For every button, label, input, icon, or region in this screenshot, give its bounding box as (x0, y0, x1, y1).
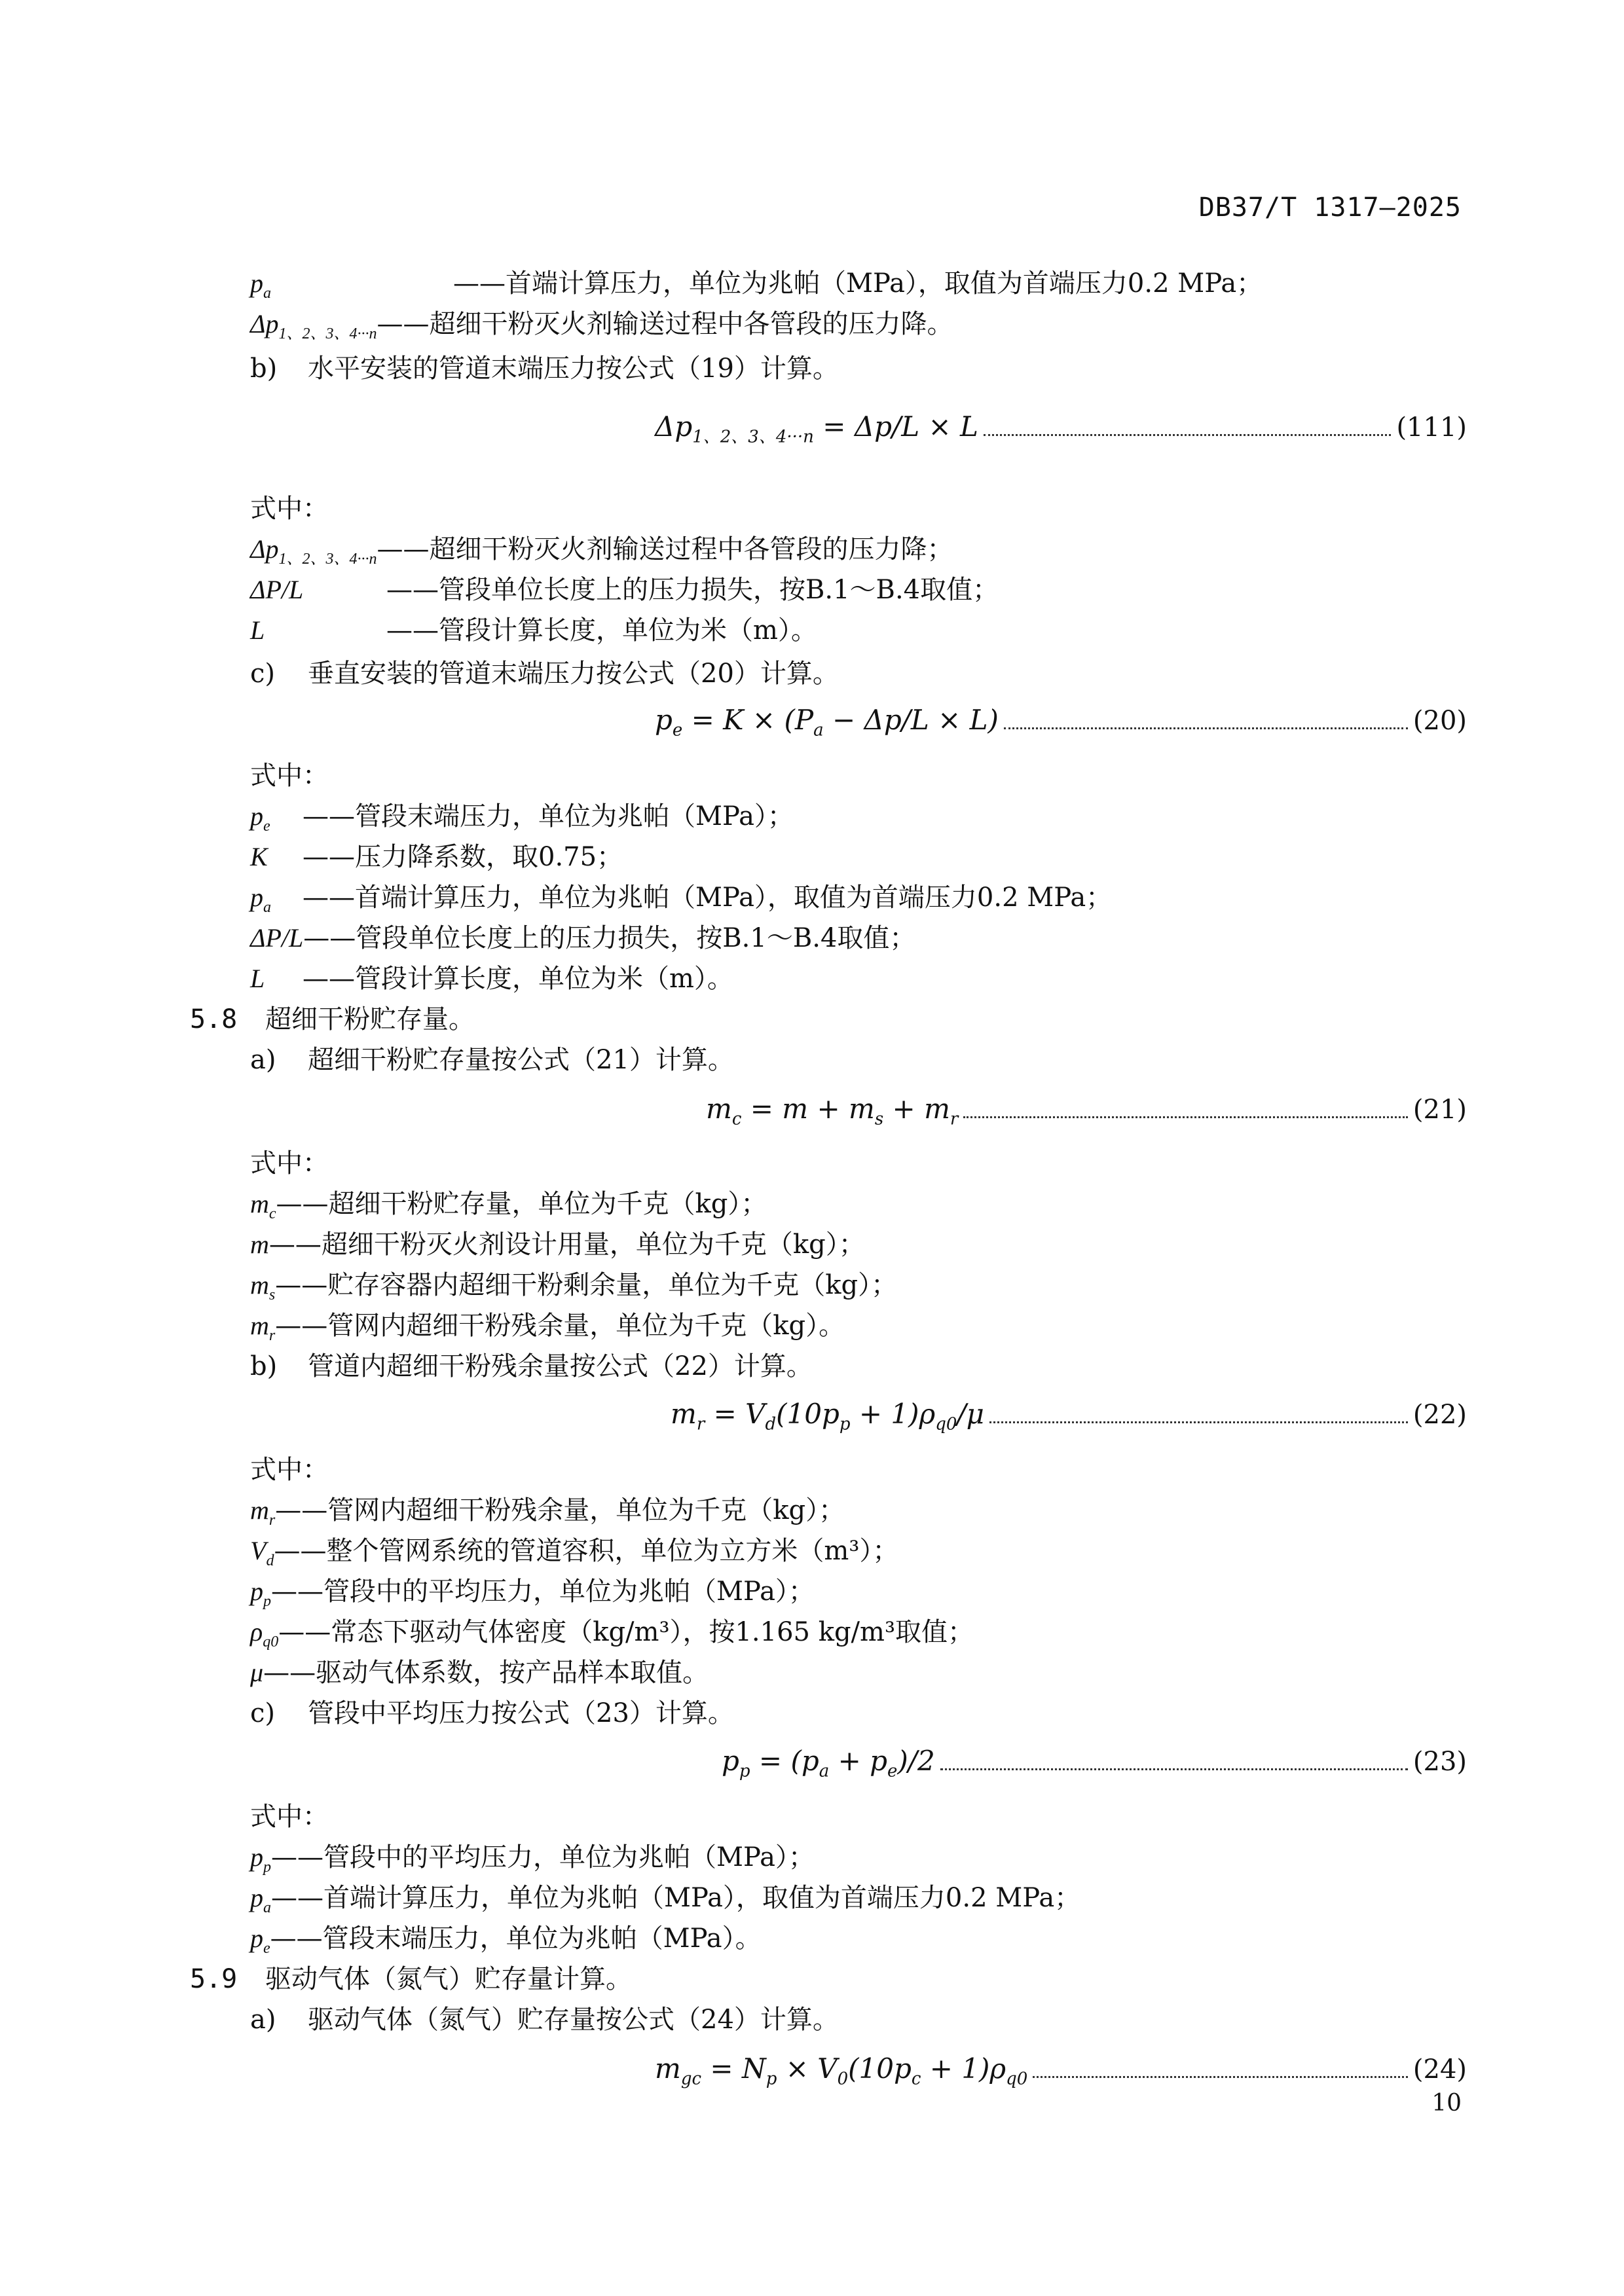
formula-23 (655, 1741, 1467, 1791)
symbol: μ (250, 1658, 264, 1687)
def-l: L ——管段计算长度，单位为米（m）。 (250, 611, 817, 649)
def-m: m——超细干粉灭火剂设计用量，单位为千克（kg）； (250, 1226, 865, 1264)
item-b-19: b) 水平安装的管道末端压力按公式（19）计算。 (250, 354, 839, 384)
formula-number: (111) (1396, 412, 1467, 443)
symbol: ΔP/L (250, 575, 304, 604)
symbol: $m_r$ (250, 1311, 276, 1344)
symbol: $p_a$ (250, 883, 271, 916)
def-pe: $p_e$ ——管段末端压力，单位为兆帕（MPa）； (250, 797, 794, 845)
formula-number: (21) (1412, 1095, 1467, 1125)
symbol: $\Delta p_{1、2、3、4\cdot\cdot\cdot n}$ (250, 309, 377, 342)
symbol: m (250, 1230, 269, 1259)
symbol: $p_p$ (250, 1576, 271, 1610)
symbol: $p_p$ (250, 1842, 271, 1876)
formula-21 (655, 1089, 1467, 1139)
standard-code: DB37/T 1317—2025 (1198, 192, 1462, 223)
def-pa: $p_a——$首端计算压力，单位为兆帕（MPa），取值为首端压力0.2 MPa； (250, 1879, 1080, 1927)
leader-dots (989, 1421, 1408, 1423)
symbol: $p_a$ (250, 1883, 271, 1916)
leader-dots (963, 1116, 1408, 1118)
def-dp-l: ΔP/L——管段单位长度上的压力损失，按B.1～B.4取值； (250, 919, 915, 957)
section-5-8-heading: 5.8 超细干粉贮存量。 (190, 1004, 475, 1034)
def-pe: $p_e——$管段末端压力，单位为兆帕（MPa）。 (250, 1920, 762, 1967)
where-label: 式中： (250, 1148, 329, 1178)
symbol: $m_r$ (250, 1495, 276, 1529)
symbol: $V_d$ (250, 1536, 274, 1569)
def-pp: $p_p——$管段中的平均压力，单位为兆帕（MPa）； (250, 1838, 815, 1886)
leader-dots (940, 1768, 1408, 1770)
symbol: $m_s$ (250, 1270, 276, 1303)
formula-24 (655, 2049, 1467, 2098)
formula-number: (20) (1412, 706, 1467, 736)
item-a-24: a) 驱动气体（氮气）贮存量按公式（24）计算。 (250, 2005, 839, 2035)
where-label: 式中： (250, 1802, 329, 1832)
symbol: K (250, 842, 268, 871)
def-vd: $V_d——$整个管网系统的管道容积，单位为立方米（m³）； (250, 1532, 898, 1580)
def-pa: $p_a$ ——首端计算压力，单位为兆帕（MPa），取值为首端压力0.2 MPa； (250, 264, 1263, 312)
leader-dots (984, 433, 1392, 436)
where-label: 式中： (250, 1455, 329, 1485)
formula-expression: $m_{gc} = N_p \times V_0(10p_c + 1)\rho_{q0}$ (655, 2052, 1028, 2089)
def-mu: μ——驱动气体系数，按产品样本取值。 (250, 1654, 709, 1692)
item-c-23: c) 管段中平均压力按公式（23）计算。 (250, 1698, 734, 1728)
def-mc: $m_c——$超细干粉贮存量，单位为千克（kg）； (250, 1185, 767, 1233)
def-delta-p: $\Delta p_{1、2、3、4\cdot\cdot\cdot n}——$超细干粉灭火剂输送过程中各管段的压力降。 (250, 305, 953, 353)
def-pp: $p_p——$管段中的平均压力，单位为兆帕（MPa）； (250, 1573, 815, 1620)
def-l: L ——管段计算长度，单位为米（m）。 (250, 960, 733, 998)
item-a-21: a) 超细干粉贮存量按公式（21）计算。 (250, 1045, 734, 1075)
where-label: 式中： (250, 761, 329, 791)
where-label: 式中： (250, 494, 329, 524)
formula-expression: $m_c = m + m_s + m_r$ (706, 1093, 959, 1129)
symbol: L (250, 615, 265, 645)
symbol: $p_a$ (250, 268, 271, 302)
def-pa: $p_a$ ——首端计算压力，单位为兆帕（MPa），取值为首端压力0.2 MPa； (250, 879, 1112, 926)
def-dp-l: ΔP/L ——管段单位长度上的压力损失，按B.1～B.4取值； (250, 571, 999, 609)
def-mr: $m_r——$管网内超细干粉残余量，单位为千克（kg）； (250, 1491, 845, 1539)
def-rho-q0: $\rho_{q0}——$常态下驱动气体密度（kg/m³），按1.165 kg/m³取值； (250, 1613, 974, 1661)
section-5-9-heading: 5.9 驱动气体（氮气）贮存量计算。 (190, 1964, 632, 1994)
leader-dots (1004, 727, 1408, 729)
page-number: 10 (1431, 2090, 1462, 2117)
leader-dots (1033, 2075, 1408, 2078)
symbol: $\Delta p_{1、2、3、4\cdot\cdot\cdot n}$ (250, 534, 377, 568)
symbol: $\rho_{q0}$ (250, 1617, 279, 1650)
item-c-20: c) 垂直安装的管道末端压力按公式（20）计算。 (250, 659, 839, 689)
formula-expression: $p_e = K \times (P_a - \Delta p/L \times L)$ (655, 704, 999, 740)
symbol: $p_e$ (250, 1923, 270, 1957)
formula-number: (24) (1412, 2054, 1467, 2085)
def-delta-p: $\Delta p_{1、2、3、4\cdot\cdot\cdot n}——$超细干粉灭火剂输送过程中各管段的压力降； (250, 530, 953, 578)
formula-number: (23) (1412, 1747, 1467, 1777)
formula-expression: $\Delta p_{1、2、3、4\cdot\cdot\cdot n} = \Delta p/L \times L$ (655, 410, 978, 447)
formula-22 (655, 1394, 1467, 1444)
formula-111 (655, 407, 1467, 456)
symbol: L (250, 964, 265, 993)
item-b-22: b) 管道内超细干粉残余量按公式（22）计算。 (250, 1351, 813, 1381)
formula-20 (655, 701, 1467, 750)
formula-number: (22) (1412, 1400, 1467, 1430)
symbol: ΔP/L (250, 923, 304, 953)
def-k: K ——压力降系数，取0.75； (250, 838, 623, 876)
formula-expression: $m_r = V_d(10p_p + 1)\rho_{q0}/\mu$ (671, 1398, 984, 1434)
formula-expression: $p_p = (p_a + p_e)/2$ (722, 1745, 935, 1781)
symbol: $m_c$ (250, 1189, 276, 1222)
symbol: $p_e$ (250, 801, 270, 835)
def-mr: $m_r——$管网内超细干粉残余量，单位为千克（kg）。 (250, 1307, 845, 1355)
def-ms: $m_s——$贮存容器内超细干粉剩余量，单位为千克（kg）； (250, 1266, 897, 1314)
